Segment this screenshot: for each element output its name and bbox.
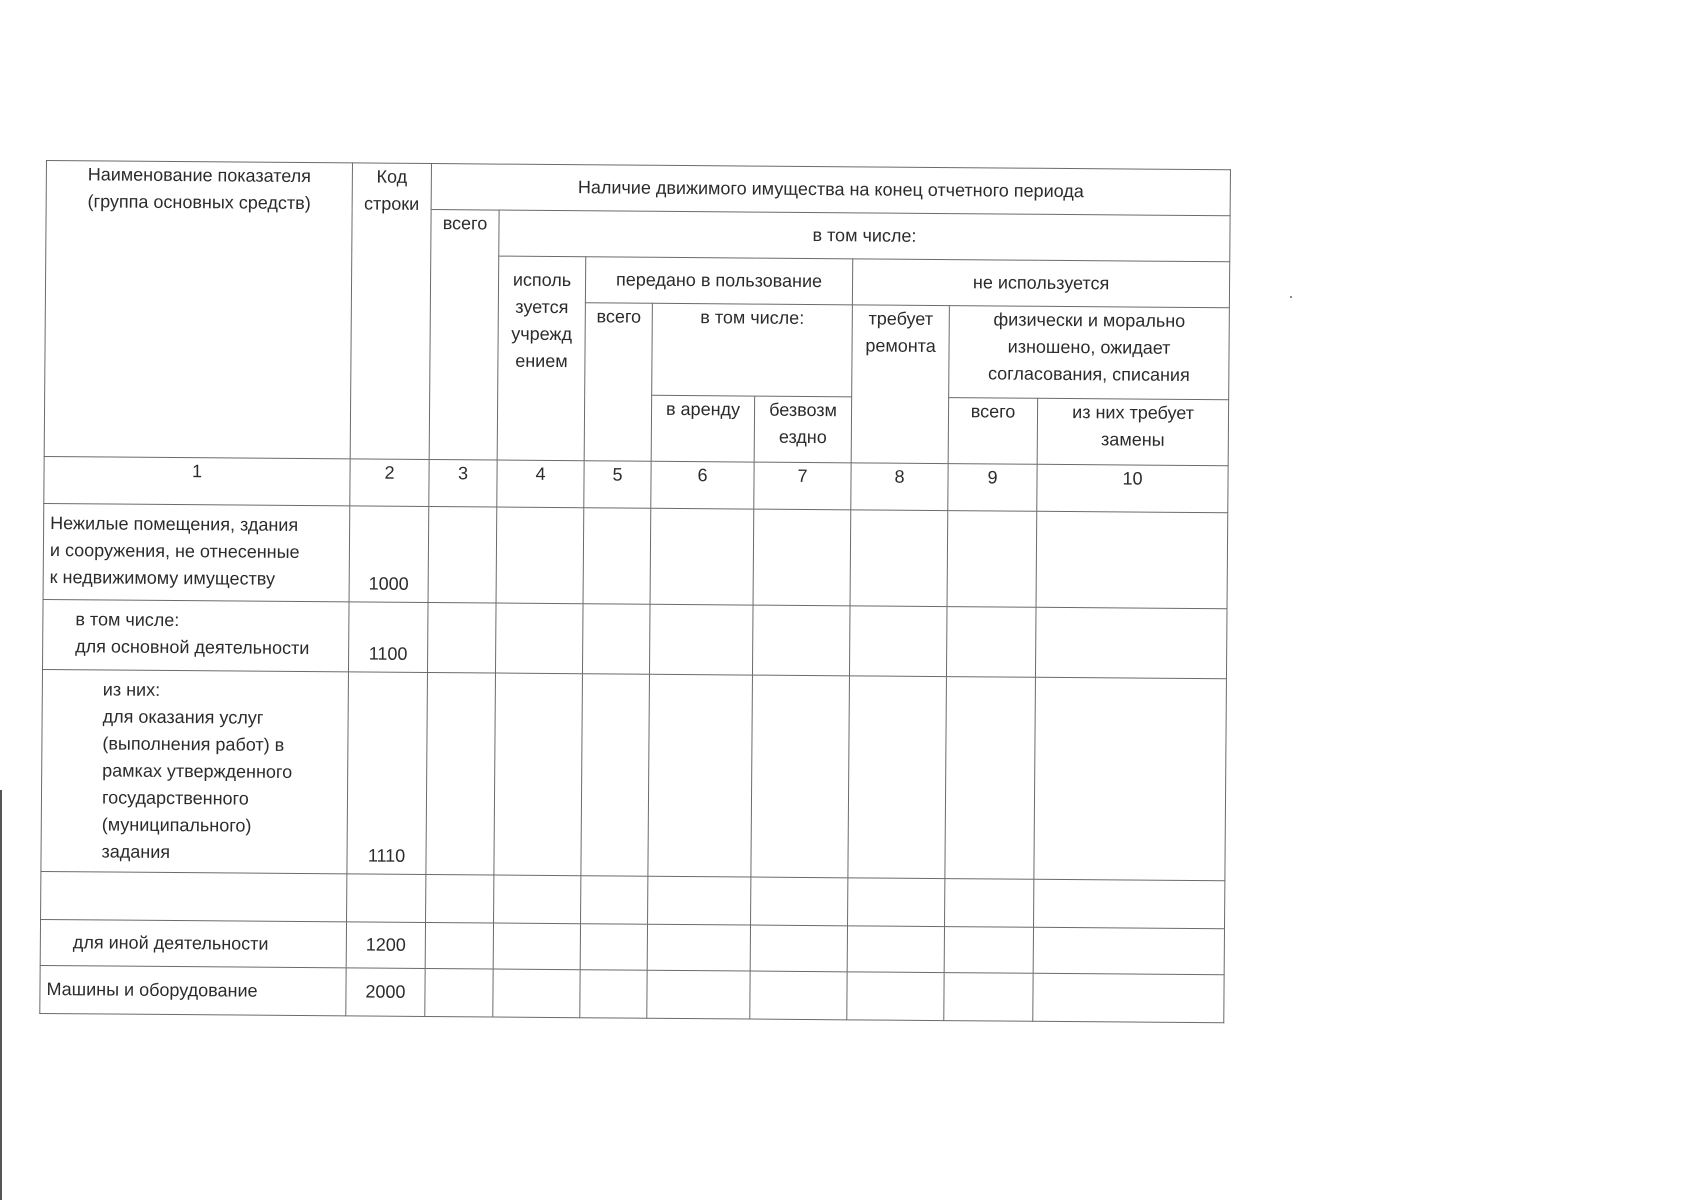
column-number: 10 bbox=[1037, 464, 1228, 512]
empty-cell bbox=[751, 877, 848, 926]
empty-cell bbox=[1033, 973, 1224, 1022]
header-used-by-institution: исполь зуется учрежд ением bbox=[497, 256, 586, 461]
empty-cell bbox=[849, 606, 947, 677]
row-name: для иной деятельности bbox=[40, 919, 346, 967]
empty-cell bbox=[582, 604, 650, 675]
empty-cell bbox=[496, 507, 584, 604]
table-row bbox=[40, 965, 1224, 1022]
table-row bbox=[42, 599, 1227, 678]
row-code: 2000 bbox=[346, 968, 425, 1017]
empty-cell bbox=[426, 673, 496, 876]
table-row bbox=[43, 503, 1228, 608]
empty-cell bbox=[494, 673, 583, 876]
empty-cell bbox=[750, 925, 847, 972]
header-worn-out-total: всего bbox=[948, 398, 1038, 465]
empty-cell bbox=[1036, 511, 1228, 608]
empty-cell bbox=[648, 876, 751, 925]
scan-edge-line bbox=[0, 790, 2, 1200]
empty-cell bbox=[946, 607, 1036, 678]
empty-cell bbox=[944, 927, 1033, 974]
empty-cell bbox=[1034, 879, 1225, 928]
row-code: 1100 bbox=[348, 602, 428, 673]
column-number: 4 bbox=[497, 460, 584, 508]
scan-speck bbox=[1290, 296, 1292, 298]
empty-cell bbox=[1035, 607, 1227, 678]
empty-cell bbox=[581, 674, 650, 877]
empty-cell bbox=[493, 923, 580, 970]
header-row-code: Код строки bbox=[350, 163, 431, 460]
header-not-used: не используется bbox=[852, 259, 1229, 308]
empty-cell bbox=[753, 509, 851, 606]
header-movable-property-availability: Наличие движимого имущества на конец отчетного периода bbox=[431, 164, 1230, 216]
column-number: 5 bbox=[584, 461, 651, 509]
table-row bbox=[41, 669, 1227, 880]
header-worn-out: физически и морально изношено, ожидает согласования, списания bbox=[949, 306, 1230, 400]
empty-cell bbox=[580, 924, 647, 971]
column-number: 7 bbox=[754, 462, 851, 510]
header-needs-repair: требует ремонта bbox=[851, 305, 949, 464]
column-number: 3 bbox=[429, 460, 497, 508]
header-transferred-total: всего bbox=[584, 303, 652, 462]
empty-cell bbox=[944, 973, 1033, 1022]
row-code: 1200 bbox=[346, 922, 425, 969]
empty-cell bbox=[428, 507, 497, 604]
empty-cell bbox=[426, 875, 494, 924]
empty-cell bbox=[848, 676, 947, 879]
header-for-rent: в аренду bbox=[651, 395, 755, 462]
empty-cell bbox=[648, 674, 753, 877]
movable-property-table bbox=[39, 160, 1231, 1023]
empty-cell bbox=[1034, 677, 1227, 880]
row-name: из них: для оказания услуг (выполнения работ) в рамках утвержденного государственного (муниципального) задания bbox=[41, 669, 349, 873]
empty-cell bbox=[427, 603, 496, 674]
empty-cell bbox=[1033, 927, 1224, 974]
empty-cell bbox=[752, 605, 850, 676]
empty-cell bbox=[850, 510, 948, 607]
header-total: всего bbox=[429, 210, 499, 461]
row-name: в том числе: для основной деятельности bbox=[42, 599, 349, 671]
column-number: 2 bbox=[350, 459, 429, 507]
row-code: 1110 bbox=[347, 672, 428, 875]
empty-cell bbox=[425, 923, 493, 970]
row-name bbox=[41, 871, 347, 921]
empty-cell bbox=[493, 969, 580, 1018]
empty-cell bbox=[750, 971, 847, 1020]
column-number: 1 bbox=[44, 456, 350, 505]
empty-cell bbox=[647, 970, 750, 1019]
empty-cell bbox=[583, 508, 651, 605]
empty-cell bbox=[847, 972, 944, 1021]
column-number: 9 bbox=[948, 464, 1037, 512]
empty-cell bbox=[751, 675, 850, 878]
empty-cell bbox=[848, 878, 945, 927]
column-number: 8 bbox=[851, 463, 948, 511]
row-code: 1000 bbox=[349, 506, 429, 603]
row-name: Нежилые помещения, здания и сооружения, не отнесенные к недвижимому имуществу bbox=[43, 503, 350, 601]
header-including: в том числе: bbox=[499, 210, 1230, 262]
header-transferred-including: в том числе: bbox=[652, 303, 853, 397]
empty-cell bbox=[494, 875, 581, 924]
empty-cell bbox=[581, 876, 648, 925]
row-name: Машины и оборудование bbox=[40, 965, 346, 1015]
empty-cell bbox=[580, 970, 647, 1019]
empty-cell bbox=[945, 677, 1036, 880]
empty-cell bbox=[647, 924, 750, 971]
header-indicator-name: Наименование показателя (группа основных средств) bbox=[44, 161, 352, 459]
header-free-of-charge: безвозм ездно bbox=[754, 396, 852, 463]
column-number: 6 bbox=[651, 461, 754, 509]
header-needs-replacement: из них требует замены bbox=[1037, 398, 1229, 465]
empty-cell bbox=[650, 508, 754, 605]
empty-cell bbox=[947, 511, 1037, 608]
header-transferred-for-use: передано в пользование bbox=[585, 257, 852, 305]
row-code bbox=[347, 874, 426, 923]
empty-cell bbox=[945, 879, 1034, 928]
empty-cell bbox=[495, 603, 583, 674]
empty-cell bbox=[649, 604, 753, 675]
empty-cell bbox=[847, 926, 944, 973]
empty-cell bbox=[425, 969, 493, 1018]
property-form-sheet bbox=[39, 160, 1230, 1023]
